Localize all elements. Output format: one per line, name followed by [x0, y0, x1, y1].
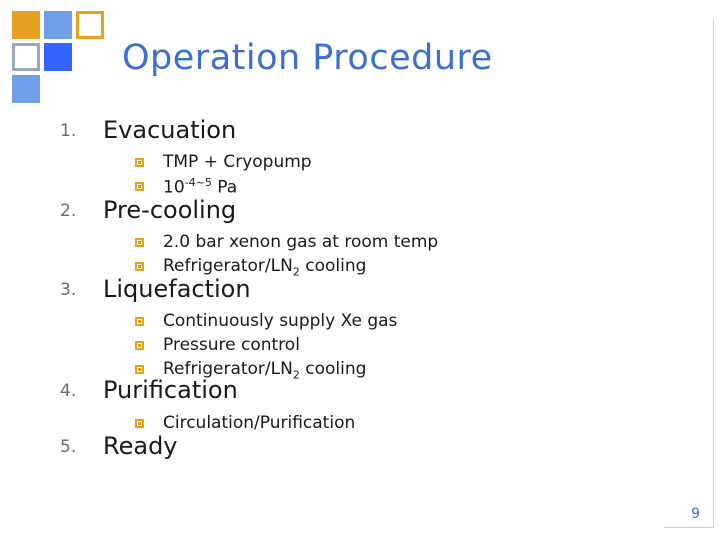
sub-item-text: Continuously supply Xe gas — [163, 311, 398, 331]
square-bullet-icon — [135, 238, 144, 247]
step-number: 3. — [60, 280, 77, 300]
sub-item-text: 2.0 bar xenon gas at room temp — [163, 232, 439, 252]
sub-item-text: TMP + Cryopump — [163, 152, 312, 172]
square-bullet-icon — [135, 341, 144, 350]
step-number: 1. — [60, 121, 77, 141]
page-title: Operation Procedure — [122, 38, 493, 78]
square-bullet-icon — [135, 262, 144, 271]
step-number: 4. — [60, 381, 77, 401]
step-label: Evacuation — [103, 116, 237, 144]
sub-item-text: Pressure control — [163, 335, 300, 355]
sub-item-text: $10^{-4\sim 5}$ Pa — [163, 176, 238, 198]
step-label: Liquefaction — [103, 275, 251, 303]
step-label: Purification — [103, 376, 238, 404]
page-number: 9 — [691, 506, 700, 522]
square-bullet-icon — [135, 365, 144, 374]
bottom-divider — [664, 527, 714, 528]
square-bullet-icon — [135, 158, 144, 167]
step-label: Pre-cooling — [103, 196, 237, 224]
sub-item-text: Refrigerator/$LN_2$ cooling — [163, 359, 367, 382]
square-bullet-icon — [135, 419, 144, 428]
sub-item-text: Refrigerator/$LN_2$ cooling — [163, 256, 367, 279]
right-divider — [713, 20, 714, 528]
slide-logo — [0, 0, 110, 110]
step-number: 2. — [60, 201, 77, 221]
square-bullet-icon — [135, 182, 144, 191]
sub-item-text: Circulation/Purification — [163, 413, 356, 433]
step-label: Ready — [103, 432, 178, 460]
square-bullet-icon — [135, 317, 144, 326]
step-number: 5. — [60, 437, 77, 457]
